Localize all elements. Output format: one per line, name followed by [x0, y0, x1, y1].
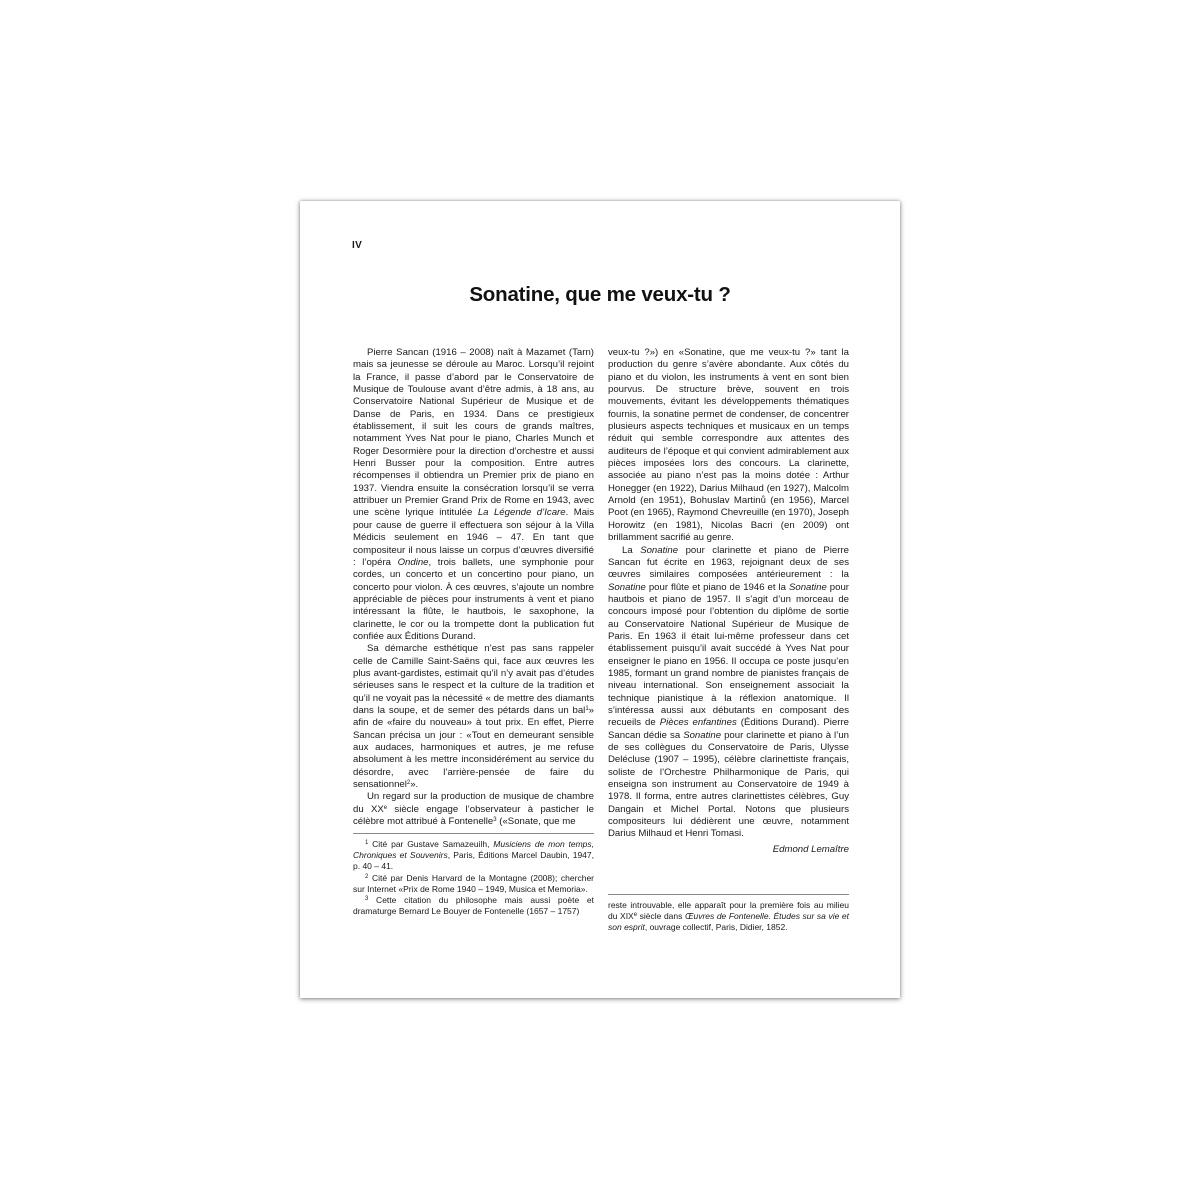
- text-run: Sa démarche esthétique n’est pas sans rappeler celle de Camille Saint-Saëns qui, face aux œuvres les plus avant-gardistes, estimait qu’il n’y avait pas d’études sérieuses sans le respect et la culture de la tradition et qu’il ne voyait pas la nécessité « de mettre des diamants dans la soupe, et de semer des pétards dans un bal: [353, 643, 594, 716]
- text-run: Pierre Sancan (1916 – 2008) naît à Mazamet (Tarn) mais sa jeunesse se déroule au Maroc. Lorsqu’il rejoint la France, il passe d’abord par le Conservatoire de Musique de Toulouse avant d’être admis, à 18 ans, au Conservatoire National Supérieur de Musique et de Danse de Paris, en 1934. Dans ce prestigieux établissement, il suit les cours de grands maîtres, notamment Yves Nat pour le piano, Charles Munch et Roger Desormière pour la direction d’orchestre et aussi Henri Busser pour la composition. Entre autres récompenses il obtiendra un Premier prix de piano en 1937. Viendra ensuite la consécration lorsqu’il se verra attribuer un Premier Grand Prix de Rome en 1943, avec une scène lyrique intitulée: [353, 347, 594, 519]
- text-run: pour flûte et piano de 1946 et la: [645, 581, 789, 593]
- note-ref: e: [383, 804, 388, 811]
- footnote-rule: [608, 894, 849, 895]
- author-signature: Edmond Lemaître: [772, 844, 849, 855]
- text-run: Un regard sur la production de musique de chambre du XX: [353, 791, 594, 815]
- text-run: , ouvrage collectif, Paris, Didier, 1852.: [644, 922, 788, 933]
- italic-run: La Légende d’Icare: [477, 507, 566, 519]
- text-run: Cité par Denis Harvard de la Montagne (2008); chercher sur Internet «Prix de Rome 1940 – 1949, Musica et Memoria».: [353, 872, 594, 894]
- text-run: (Éditions Durand). Pierre Sancan dédie sa: [608, 717, 849, 741]
- text-run: reste introuvable, elle apparaît pour la première fois au milieu du XIX: [608, 900, 849, 922]
- paragraph: [608, 347, 849, 545]
- text-run: veux-tu ?») en «Sonatine, que me veux-tu ?» tant la production du genre s’avère abondante. Aux côtés du piano et du violon, les instruments à vent en sont bien pourvus. De structure brève, souvent en trois mouvements, évitant les développements thématiques fournis, la sonatine permet de condenser, de concentrer plusieurs aspects techniques et musicaux en un temps réduit qui semble correspondre aux attentes des auditeurs de l’époque et qui convient admirablement aux pièces imposées lors des concours. La clarinette, associée au piano n’est pas la moins dotée : Arthur Honegger (en 1922), Darius Milhaud (en 1927), Malcolm Arnold (en 1951), Bohuslav Martinů (en 1956), Marcel Poot (en 1965), Raymond Chevreuille (en 1970), Joseph Horowitz (en 1981), Nicolas Bacri (en 2009) ont brillamment sacrifié au genre.: [608, 347, 849, 544]
- italic-run: Pièces enfantines: [659, 717, 737, 729]
- note-ref: 3: [365, 896, 369, 903]
- text-run: ».: [410, 779, 419, 791]
- italic-run: Sonatine: [640, 544, 679, 556]
- italic-run: Œuvres de Fontenelle. Études sur sa vie et son esprit: [608, 911, 849, 933]
- text-run: siècle dans: [637, 911, 685, 922]
- footnote-continuation: [608, 900, 849, 934]
- note-ref: 2: [406, 780, 411, 787]
- paragraph: [353, 791, 594, 828]
- italic-run: Musiciens de mon temps, Chroniques et Souvenirs: [353, 839, 595, 861]
- note-ref: 1: [585, 705, 589, 712]
- text-run: , Paris, Éditions Marcel Daubin, 1947, p. 40 – 41.: [353, 850, 594, 872]
- note-ref: 3: [493, 817, 497, 824]
- note-ref: e: [633, 912, 638, 919]
- page-title: Sonatine, que me veux-tu ?: [469, 283, 731, 306]
- footnote: [353, 895, 594, 917]
- paragraph: [353, 643, 594, 791]
- footnote: [353, 873, 594, 895]
- text-run: . Mais pour cause de guerre il effectuera son séjour à la Villa Médicis seulement en 1946 – 47. En tant que compositeur il nous laisse un corpus d’œuvres diversifié : l’opéra: [353, 507, 594, 568]
- italic-run: Sonatine: [683, 729, 722, 741]
- text-run: Cette citation du philosophe mais aussi poète et dramaturge Bernard Le Bouyer de Fontenelle (1657 – 1757): [353, 895, 594, 917]
- paragraph: [608, 545, 849, 841]
- note-ref: 1: [365, 840, 369, 846]
- right-column: [608, 347, 849, 841]
- footnotes-right: [608, 894, 849, 934]
- text-run: » afin de «faire du nouveau» à tout prix. En effet, Pierre Sancan précisa un jour : «Tout en demeurant sensible aux audaces, harmoniques et autres, je me refuse absolument à les mettre inconsidérément au service du désordre, avec l’arrière-pensée de faire du sensationnel: [353, 704, 594, 791]
- document-page: [300, 201, 900, 998]
- footnote-rule: [353, 833, 594, 834]
- text-run: («Sonate, que me: [496, 816, 576, 828]
- text-run: , trois ballets, une symphonie pour cordes, un concerto et un concertino pour piano, un concerto pour violon. À ces œuvres, s’ajoute un nombre appréciable de pièces pour instruments à vent et piano intéressant la flûte, le hautbois, le saxophone, la clarinette, le cor ou la trompette dont la publication fut confiée aux Éditions Durand.: [353, 556, 595, 642]
- text-run: pour hautbois et piano de 1957. Il s’agit d’un morceau de concours imposé pour l’obtention du diplôme de sortie au Conservatoire National Supérieur de Musique de Paris. En 1963 il était lui-même professeur dans cet établissement puisqu’il avait succédé à Yves Nat pour enseigner le piano en 1956. Il occupa ce poste jusqu’en 1985, formant un grand nombre de pianistes français de niveau international. Son enseignement associait la technique pianistique à la réflexion anatomique. Il s’intéressa aussi aux débutants en composant des recueils de: [608, 581, 850, 729]
- italic-run: Sonatine: [788, 581, 827, 593]
- note-ref: 2: [365, 873, 369, 880]
- text-run: pour clarinette et piano de Pierre Sancan fut écrite en 1963, rejoignant deux de ses œuvres similaires composées antérieurement : la: [608, 544, 849, 581]
- text-run: Cité par Gustave Samazeuilh,: [368, 839, 494, 849]
- footnotes-left: [353, 833, 594, 917]
- left-column: [353, 347, 594, 828]
- paragraph: [353, 347, 594, 643]
- italic-run: Ondine: [397, 556, 429, 568]
- text-run: siècle engage l’observateur à pasticher le célèbre mot attribué à Fontenelle: [353, 803, 594, 828]
- text-run: La: [622, 544, 641, 556]
- text-run: pour clarinette et piano à l’un de ses collègues du Conservatoire de Paris, Ulysse Delécluse (1907 – 1995), célèbre clarinettiste français, soliste de l’Orchestre Philharmonique de Paris, qui enseigna son instrument au Conservatoire de 1949 à 1978. Il forma, entre autres clarinettistes célèbres, Guy Dangain et Michel Portal. Notons que plusieurs compositeurs lui dédièrent une œuvre, notamment Darius Milhaud et Henri Tomasi.: [608, 729, 849, 840]
- footnote: [353, 839, 594, 873]
- page-number: IV: [352, 240, 363, 251]
- italic-run: Sonatine: [608, 581, 646, 593]
